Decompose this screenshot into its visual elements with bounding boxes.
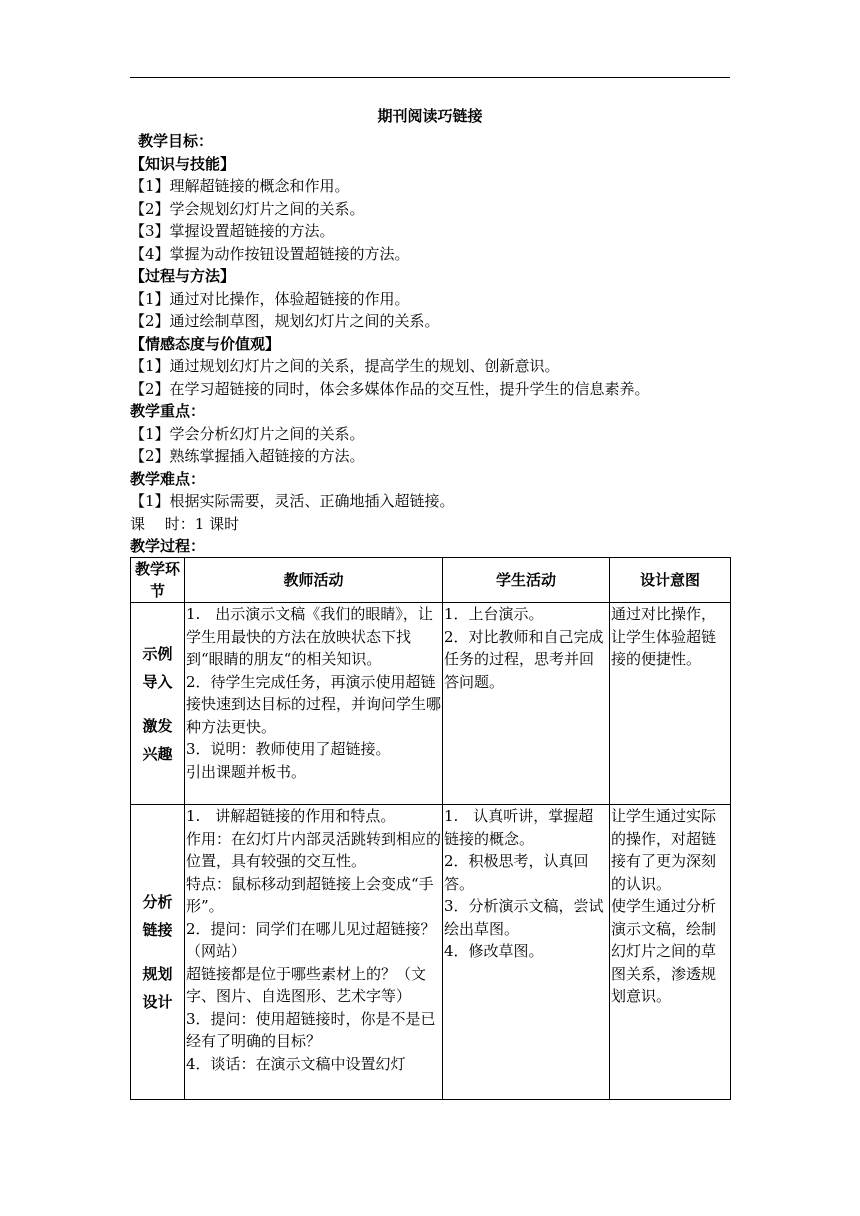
stage-cell: [131, 603, 185, 805]
header-stage-label: 教学环节: [134, 560, 180, 600]
design-intent: 让学生通过实际的操作，对超链接有了更为深刻的认识。 使学生通过分析演示文稿，绘制幻灯片之间的草图关系，渗透规划意识。: [611, 807, 717, 1005]
section-heading: 【过程与方法】: [130, 267, 236, 285]
table-row: [131, 805, 731, 1100]
student-activity-cell: [443, 603, 610, 805]
body-line: 【1】学会分析幻灯片之间的关系。: [130, 424, 365, 443]
table-row: [131, 603, 731, 805]
body-line: 【2】通过绘制草图，规划幻灯片之间的关系。: [130, 312, 440, 330]
body-line: 【2】在学习超链接的同时，体会多媒体作品的交互性，提升学生的信息素养。: [130, 379, 650, 398]
document-title: 期刊阅读巧链接: [377, 107, 483, 125]
header-teacher: 教师活动: [185, 558, 443, 603]
header-stage: [131, 558, 185, 603]
student-activity-cell: [443, 805, 610, 1100]
section-heading: 教学重点：: [130, 402, 206, 420]
body-line: 【3】掌握设置超链接的方法。: [130, 222, 335, 240]
stage-label: 分析链接: [142, 893, 173, 939]
section-heading: 【情感态度与价值观】: [130, 334, 281, 353]
body-line: 【1】通过规划幻灯片之间的关系，提高学生的规划、创新意识。: [130, 357, 560, 375]
section-heading: 教学过程：: [130, 537, 206, 555]
teacher-activity-cell: [185, 805, 443, 1100]
section-heading: 教学目标：: [138, 132, 214, 150]
stage-label: 激发兴趣: [142, 716, 173, 763]
body-line: 【4】掌握为动作按钮设置超链接的方法。: [130, 244, 410, 263]
body-line: 【2】学会规划幻灯片之间的关系。: [130, 199, 365, 218]
student-activity: 1. 认真听讲，掌握超链接的概念。 2．积极思考，认真回答。 3．分析演示文稿，尝试绘出草图。 4．修改草图。: [444, 807, 604, 960]
document-body: [130, 130, 740, 558]
teacher-activity-cell: [185, 603, 443, 805]
design-intent-cell: [610, 603, 731, 805]
lesson-table: [130, 557, 731, 1100]
body-line: 【1】理解超链接的概念和作用。: [130, 177, 350, 195]
section-heading: 教学难点：: [130, 469, 206, 488]
header-intent: 设计意图: [610, 558, 731, 603]
body-line: 【1】根据实际需要，灵活、正确地插入超链接。: [130, 492, 455, 510]
body-line: 【2】熟练掌握插入超链接的方法。: [130, 447, 365, 465]
teacher-activity: 1. 讲解超链接的作用和特点。 作用：在幻灯片内部灵活跳转到相应的位置，具有较强的交互性。 特点：鼠标移动到超链接上会变成“手形”。 2．提问：同学们在哪儿见过超链接？（网站） 超链接都是位于哪些素材上的？（文字、图片、自选图形、艺术字等） 3．提问：使用超链接时，你是不是已经有了明确的目标？ 4．谈话：在演示文稿中设置幻灯: [186, 807, 442, 1073]
body-line: 【1】通过对比操作，体验超链接的作用。: [130, 289, 410, 308]
header-student: 学生活动: [443, 558, 610, 603]
stage-label: 规划设计: [142, 965, 173, 1011]
student-activity: 1．上台演示。 2．对比教师和自己完成任务的过程，思考并回答问题。: [444, 605, 604, 691]
body-line: 课 时：1 课时: [130, 514, 240, 533]
stage-label: 示例导入: [142, 644, 173, 691]
design-intent-cell: [610, 805, 731, 1100]
header-rule: [130, 77, 730, 78]
teacher-activity: 1. 出示演示文稿《我们的眼睛》，让学生用最快的方法在放映状态下找到“眼睛的朋友“的相关知识。 2．待学生完成任务，再演示使用超链接快速到达目标的过程，并询问学生哪种方法更快。 3．说明：教师使用了超链接。 引出课题并板书。: [186, 605, 442, 781]
section-heading: 【知识与技能】: [130, 154, 236, 173]
design-intent: 通过对比操作，让学生体验超链接的便捷性。: [611, 605, 717, 668]
stage-cell: [131, 805, 185, 1100]
table-header-row: [131, 558, 731, 603]
